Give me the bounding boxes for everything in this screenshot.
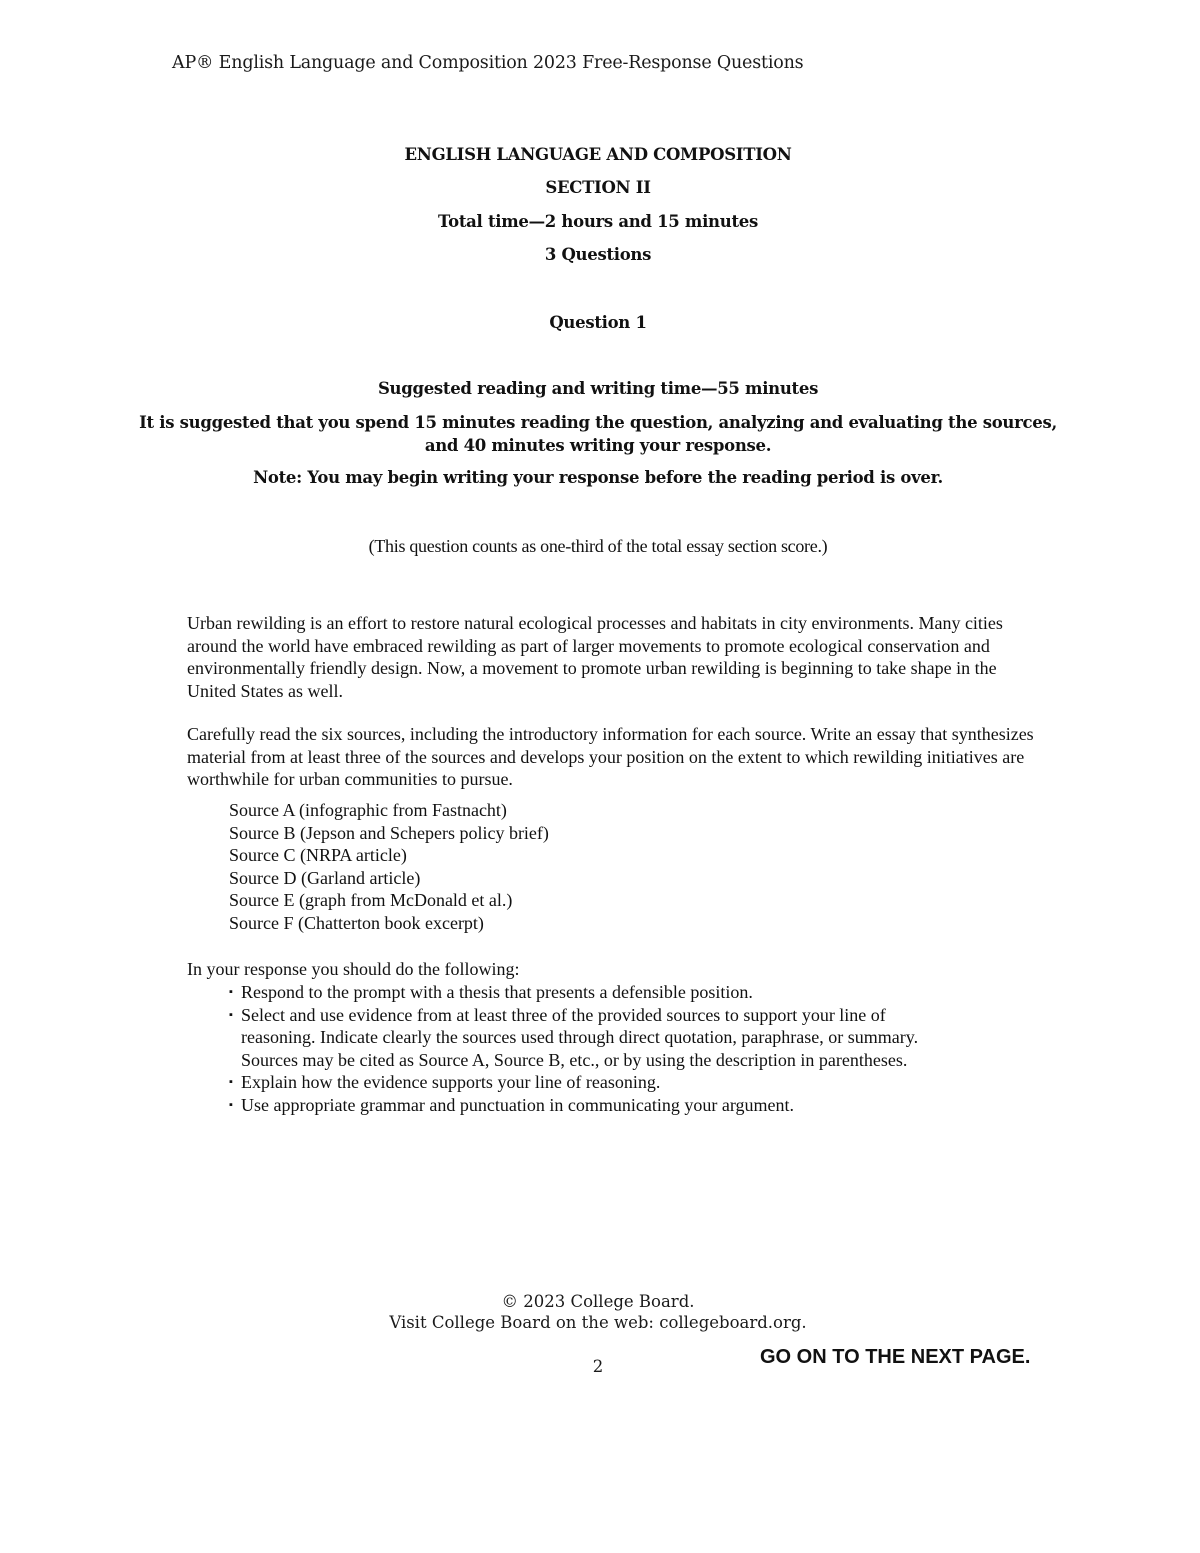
- question-count: 3 Questions: [544, 245, 652, 264]
- source-item: Source B (Jepson and Schepers policy brief): [229, 822, 549, 843]
- bullet-icon: ▪: [229, 1008, 233, 1021]
- prompt-paragraph-2-text: Carefully read the six sources, including the introductory information for each source. Write an essay that synthesizes material from at least three of the sources and develops your position on the extent to which rewilding initiatives are worthwhile for urban communities to pursue.: [187, 724, 1034, 789]
- running-header: AP® English Language and Composition 2023 Free-Response Questions: [172, 53, 804, 73]
- prompt-paragraph-2: [187, 723, 1047, 791]
- bullet-icon: ▪: [229, 1076, 233, 1088]
- instruction-text: Sources may be cited as Source A, Source B, etc., or by using the description in parentheses.: [241, 1049, 908, 1070]
- instruction-text: Explain how the evidence supports your line of reasoning.: [241, 1072, 661, 1092]
- instruction-text: Select and use evidence from at least three of the provided sources to support your line of: [241, 1004, 886, 1025]
- instruction-item: [229, 1071, 1029, 1094]
- instruction-item: [229, 1094, 1029, 1117]
- instruction-text: reasoning. Indicate clearly the sources used through direct quotation, paraphrase, or summary.: [241, 1027, 919, 1047]
- suggestion-line-1: It is suggested that you spend 15 minutes reading the question, analyzing and evaluating the sources,: [139, 413, 1057, 432]
- source-item: Source F (Chatterton book excerpt): [229, 912, 484, 933]
- instruction-text: Respond to the prompt with a thesis that presents a defensible position.: [241, 982, 753, 1002]
- visit-line: Visit College Board on the web: collegeboard.org.: [389, 1313, 807, 1332]
- instruction-item: [229, 981, 1029, 1004]
- total-time: Total time—2 hours and 15 minutes: [438, 212, 758, 231]
- instruction-list: [229, 981, 1029, 1116]
- source-item: Source E (graph from McDonald et al.): [229, 890, 513, 911]
- bullet-icon: ▪: [229, 1098, 233, 1111]
- source-item: Source A (infographic from Fastnacht): [229, 800, 507, 820]
- instruction-item: [229, 1004, 1029, 1027]
- score-weight: (This question counts as one-third of the total essay section score.): [368, 536, 828, 556]
- source-item: Source D (Garland article): [229, 867, 421, 888]
- instruction-text: Use appropriate grammar and punctuation in communicating your argument.: [241, 1094, 795, 1115]
- prompt-paragraph-1: [187, 612, 1047, 702]
- source-list: [229, 799, 549, 935]
- page-number: 2: [592, 1357, 604, 1376]
- instructions-intro: In your response you should do the following:: [187, 959, 520, 979]
- instruction-continuation: [229, 1049, 1029, 1072]
- prompt-paragraph-1-text: Urban rewilding is an effort to restore natural ecological processes and habitats in city environments. Many cities around the world have embraced rewilding as part of larger movements to promote ecological conservation and environmentally friendly design. Now, a movement to promote urban rewilding is beginning to take shape in the United States as well.: [187, 613, 1003, 701]
- suggested-time: Suggested reading and writing time—55 minutes: [377, 379, 819, 398]
- copyright: © 2023 College Board.: [501, 1292, 695, 1311]
- source-item: Source C (NRPA article): [229, 845, 407, 866]
- bullet-icon: ▪: [229, 986, 233, 998]
- question-label: Question 1: [549, 313, 647, 332]
- instruction-continuation: [229, 1026, 1029, 1049]
- reading-note: Note: You may begin writing your response before the reading period is over.: [253, 468, 943, 487]
- section-heading: SECTION II: [545, 178, 651, 197]
- next-page-notice: GO ON TO THE NEXT PAGE.: [760, 1346, 1031, 1368]
- suggestion-line-2: and 40 minutes writing your response.: [424, 436, 772, 455]
- subject-heading: ENGLISH LANGUAGE AND COMPOSITION: [404, 145, 792, 164]
